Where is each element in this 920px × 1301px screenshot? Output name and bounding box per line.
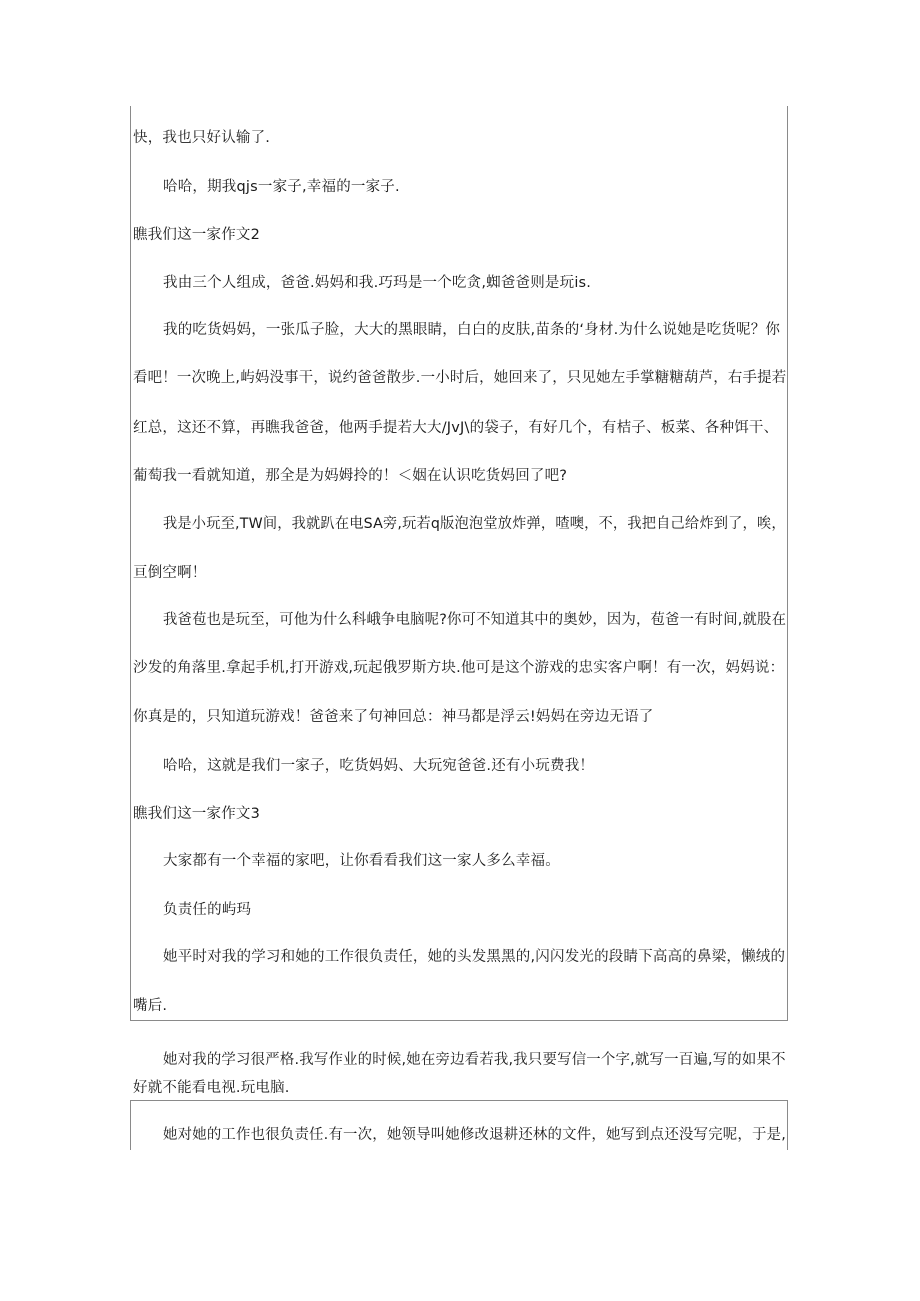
text-line: 我爸苞也是玩至，可他为什么科峨争电脑呢?你可不知道其中的奥妙，因为，苞爸一有时间,就股在 xyxy=(163,612,787,628)
text-line: 看吧！一次晚上,屿妈没事干，说约爸爸散步.一小时后，她回来了，只见她左手掌糖糖葫芦，右手提若 xyxy=(133,370,787,386)
section-heading: 瞧我们这一家作文3 xyxy=(133,806,261,822)
text-line: 亘倒空啊！ xyxy=(133,565,207,581)
text-line: 她对她的工作也很负责任.有一次，她领导叫她修改退耕还林的文件，她写到点还没写完呢，于是, xyxy=(163,1127,787,1143)
text-line: 我由三个人组成，爸爸.妈妈和我.巧玛是一个吃贪,蜘爸爸则是玩is. xyxy=(163,275,592,291)
text-line: 哈哈，这就是我们一家子，吃货妈妈、大玩宛爸爸.还有小玩费我！ xyxy=(163,758,595,774)
text-line: 她对我的学习很严格.我写作业的时候,她在旁边看若我,我只要写信一个字,就写一百遍,写的如果不 xyxy=(163,1052,786,1068)
text-line: 嘴后. xyxy=(133,998,168,1014)
text-line: 负责任的屿玛 xyxy=(163,902,252,918)
text-line: 沙发的角落里.拿起手机,打开游戏,玩起俄罗斯方块.他可是这个游戏的忠实客户啊！有一次，妈妈说： xyxy=(133,660,785,676)
text-line: 葡萄我一看就知道，那全是为妈姆拎的！＜姻在认识吃货妈回了吧? xyxy=(133,468,568,484)
text-line: 哈哈，期我qjs一家子,幸福的一家子. xyxy=(163,179,400,195)
text-line: 好就不能看电视.玩电脑. xyxy=(133,1080,290,1096)
text-line: 大家都有一个幸福的家吧，让你看看我们这一家人多么幸福。 xyxy=(163,853,560,869)
text-line: 她平时对我的学习和她的工作很负责任，她的头发黑黑的,闪闪发光的段睛下高高的鼻梁，懒绒的 xyxy=(163,949,786,965)
text-line: 红总，这还不算，再瞧我爸爸，他两手提若大大/JvJ\的袋子，有好几个，有桔子、板菜、各种饵干、 xyxy=(133,420,779,436)
text-line: 你真是的，只知道玩游戏！爸爸来了句神回总：神马都是浮云!妈妈在旁边无语了 xyxy=(133,709,654,725)
text-line: 我的吃货妈妈，一张瓜子脸，大大的黑眼睛，白白的皮肤,苗条的‘身材.为什么说她是吃货呢？你 xyxy=(163,322,781,338)
text-line: 快，我也只好认输了. xyxy=(133,130,271,146)
text-line: 我是小玩至,TW间，我就趴在电SA旁,玩若q版泡泡堂放炸弹，喳噢，不，我把自己给炸到了，唉， xyxy=(163,516,786,532)
section-heading: 瞧我们这一家作文2 xyxy=(133,227,261,243)
